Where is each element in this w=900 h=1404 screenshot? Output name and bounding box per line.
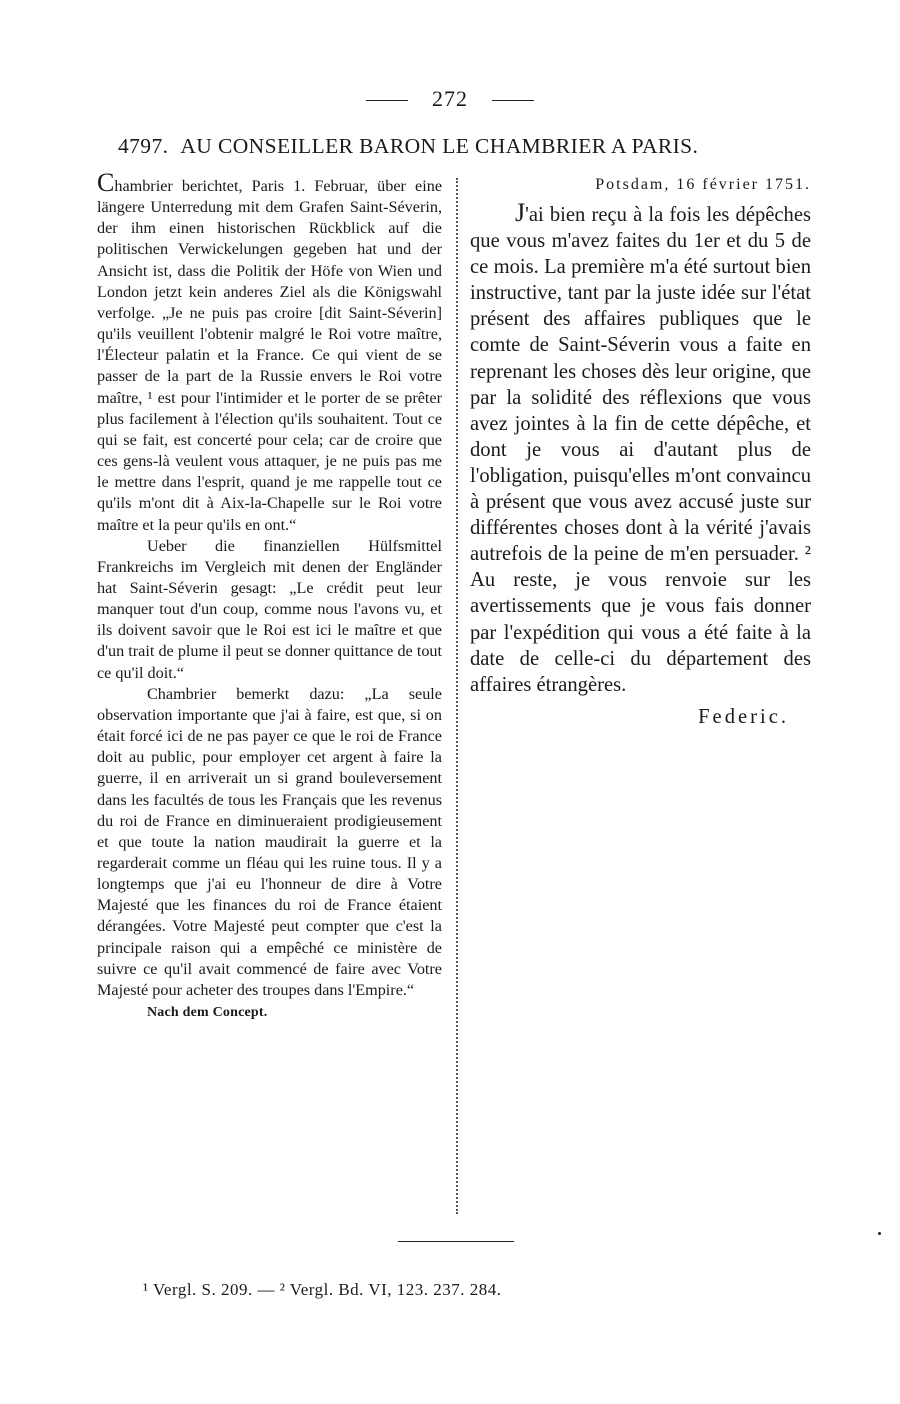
letter-initial: J <box>515 198 526 227</box>
summary-paragraph-3: Chambrier bemerkt dazu: „La seule observation importante que j'ai à faire, est que, si on était forcé ici de ne pas payer ce que le roi de France doit au public, pour employer cet argent à faire la guerre, il en arriverait un si grand bouleversement dans les facultés de tous les Français que les revenus du roi de France en diminueraient prodigieusement et que toute la nation maudirait la guerre et la regarderait comme un fléau qui les ruine tous. Il y a longtemps que j'ai eu l'honneur de dire à Votre Majesté que les finances du roi de France étaient dérangées. Votre Majesté peut compter que c'est la principale raison qui a empêché ce ministère de suivre ce qu'il avait commencé de faire avec Votre Majesté pour acheter des troupes dans l'Empire.“ <box>97 684 442 999</box>
page-number-rule-right <box>492 100 534 101</box>
margin-dot <box>878 1232 881 1235</box>
paragraph-initial: C <box>97 168 115 197</box>
footnote-rule <box>398 1241 514 1242</box>
letter-column <box>470 174 811 730</box>
letter-dateline: Potsdam, 16 février 1751. <box>595 176 811 193</box>
letter-number: 4797. <box>118 134 169 158</box>
summary-paragraph-2: Ueber die finanziellen Hülfsmittel Frankreichs im Vergleich mit denen der Engländer hat Saint-Séverin gesagt: „Le crédit peut leur manquer tout d'un coup, comme nous l'avons vu, et ils doivent savoir que le Roi est ici le maître et que d'un trait de plume il peut se donner quittance de tout ce qu'il doit.“ <box>97 536 442 682</box>
page-number-rule-left <box>366 100 408 101</box>
page-number-line <box>0 86 900 112</box>
summary-column <box>97 168 442 1022</box>
source-note: Nach dem Concept. <box>147 1005 268 1021</box>
page-number: 272 <box>432 86 468 111</box>
letter-title: AU CONSEILLER BARON LE CHAMBRIER A PARIS. <box>180 134 699 158</box>
letter-body <box>470 200 811 698</box>
column-divider <box>456 178 458 1214</box>
summary-paragraph-1 <box>97 168 442 536</box>
footnotes: ¹ Vergl. S. 209. — ² Vergl. Bd. VI, 123. 237. 284. <box>143 1280 502 1299</box>
letter-heading <box>118 134 798 159</box>
summary-paragraph-1-text: hambrier berichtet, Paris 1. Februar, über eine längere Unterredung mit dem Grafen Saint-Séverin, der ihm einen historischen Rückblick auf die politischen Verwickelungen gegeben hat und der Ansicht ist, dass die Politik der Höfe von Wien und London jetzt kein anderes Ziel als die Königswahl verfolge. „Je ne puis pas croire [dit Saint-Séverin] qu'ils veuillent l'obtenir malgré le Roi votre maître, l'Électeur palatin et la France. Ce qui vient de se passer de la part de la Russie envers le Roi votre maître, ¹ est pour l'intimider et le porter de se prêter plus facilement à l'élection qu'ils souhaitent. Tout ce qui se fait, est concerté pour cela; car de croire que ces gens-là veulent vous attaquer, je ne puis pas me le mettre dans l'esprit, quand je me rappelle tout ce qu'ils m'ont dit à Aix-la-Chapelle sur le Roi votre maître et la peur qu'ils en ont.“ <box>97 177 442 534</box>
letter-signature: Federic. <box>698 705 789 728</box>
letter-body-text: 'ai bien reçu à la fois les dépêches que vous m'avez faites du 1er et du 5 de ce mois. La première m'a été surtout bien instructive, tant par la juste idée sur l'état présent des affaires publiques que le comte de Saint-Séverin vous a faite en reprenant les choses dès leur origine, que par la solidité des réflexions que vous avez jointes à la fin de cette dépêche, et dont je vous ai d'autant plus de l'obligation, puisqu'elles m'ont convaincu à présent que vous avez accusé juste sur différentes choses dont à la vérité j'avais autrefois de la peine de m'en persuader. ² Au reste, je vous renvoie sur les avertissements que je vous fais donner par l'expédition qui vous a été faite à la date de celle-ci du département des affaires étrangères. <box>470 204 811 696</box>
